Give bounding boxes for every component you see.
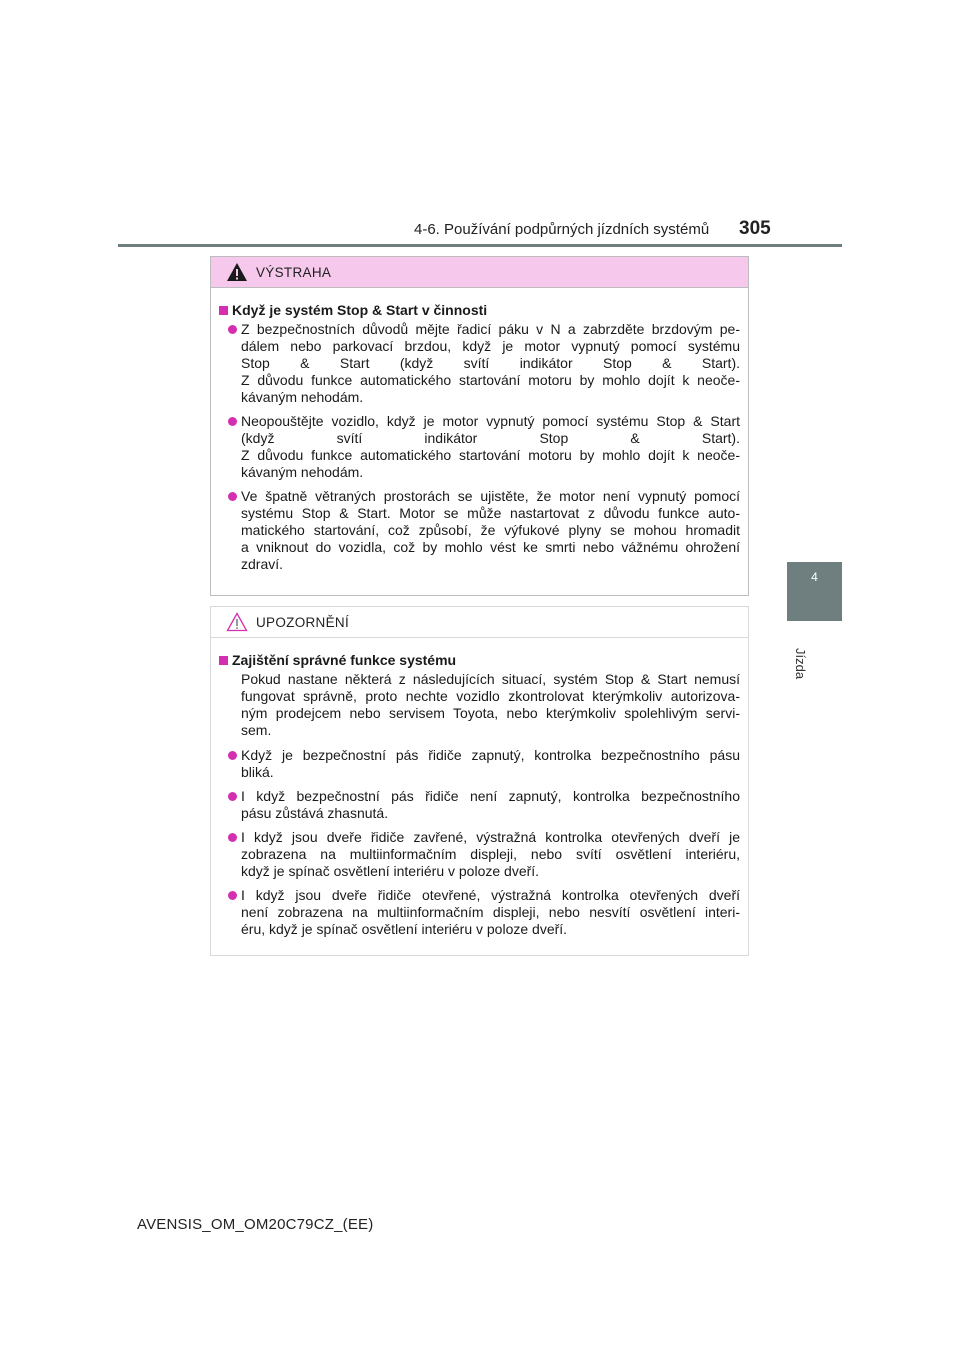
warning-box bbox=[210, 256, 749, 596]
text-line: Stop & Start (když svítí indikátor Stop & Start). bbox=[241, 355, 740, 371]
caution-intro-paragraph bbox=[219, 671, 740, 739]
warning-triangle-icon bbox=[226, 262, 248, 282]
bullet-item bbox=[219, 413, 740, 481]
round-bullet-icon bbox=[228, 891, 237, 900]
round-bullet-icon bbox=[228, 751, 237, 760]
text-line: pásu zůstává zhasnutá. bbox=[241, 805, 389, 821]
text-line: Ve špatně větraných prostorách se ujistěte, že motor není vypnutý pomocí bbox=[241, 488, 740, 504]
square-bullet-icon bbox=[219, 306, 228, 315]
chapter-label: Jízda bbox=[793, 648, 808, 680]
text-line: matického startování, což způsobí, že výfukové plyny se mohou hromadit bbox=[241, 522, 740, 538]
round-bullet-icon bbox=[228, 325, 237, 334]
text-line: fungovat správně, proto nechte vozidlo zkontrolovat kterýmkoliv autorizova- bbox=[241, 688, 740, 704]
text-line: Když je bezpečnostní pás řidiče zapnutý, kontrolka bezpečnostního pásu bbox=[241, 747, 740, 763]
round-bullet-icon bbox=[228, 792, 237, 801]
warning-box-header bbox=[211, 257, 748, 288]
text-line: a vniknout do vozidla, což by mohlo vést ke smrti nebo vážnému ohrožení bbox=[241, 539, 740, 555]
text-line: Z důvodu funkce automatického startování motoru by mohlo dojít k neoče- bbox=[241, 372, 740, 388]
bullet-item bbox=[219, 887, 740, 938]
text-line: Z důvodu funkce automatického startování motoru by mohlo dojít k neoče- bbox=[241, 447, 740, 463]
caution-box-body bbox=[211, 638, 748, 938]
page-number: 305 bbox=[739, 218, 771, 239]
text-line: I když jsou dveře řidiče zavřené, výstražná kontrolka otevřených dveří je bbox=[241, 829, 740, 845]
round-bullet-icon bbox=[228, 833, 237, 842]
warning-box-body bbox=[211, 288, 748, 573]
text-line: když je spínač osvětlení interiéru v poloze dveří. bbox=[241, 863, 540, 879]
caution-triangle-outline-icon bbox=[226, 612, 248, 632]
bullet-item bbox=[219, 788, 740, 822]
bullet-item bbox=[219, 488, 740, 573]
bullet-item bbox=[219, 747, 740, 781]
chapter-tab[interactable] bbox=[787, 562, 842, 621]
footer-manual-code: AVENSIS_OM_OM20C79CZ_(EE) bbox=[137, 1216, 374, 1233]
caution-heading: UPOZORNĚNÍ bbox=[256, 614, 350, 630]
round-bullet-icon bbox=[228, 417, 237, 426]
warning-section-title bbox=[219, 302, 740, 319]
text-line: I když bezpečnostní pás řidiče není zapnutý, kontrolka bezpečnostního bbox=[241, 788, 740, 804]
round-bullet-icon bbox=[228, 492, 237, 501]
text-line: zdraví. bbox=[241, 556, 284, 572]
header-rule bbox=[118, 244, 842, 247]
bullet-item bbox=[219, 829, 740, 880]
text-line: Pokud nastane některá z následujících situací, systém Stop & Start nemusí bbox=[241, 671, 740, 687]
warning-heading: VÝSTRAHA bbox=[256, 264, 332, 280]
text-line: sem. bbox=[241, 722, 272, 738]
caution-section-title bbox=[219, 652, 740, 669]
text-line: Z bezpečnostních důvodů mějte řadicí páku v N a zabrzděte brzdovým pe- bbox=[241, 321, 740, 337]
text-line: dálem nebo parkovací brzdou, když je motor vypnutý pomocí systému bbox=[241, 338, 740, 354]
text-line: kávaným nehodám. bbox=[241, 389, 364, 405]
square-bullet-icon bbox=[219, 656, 228, 665]
chapter-number: 4 bbox=[811, 570, 818, 584]
warning-bullet-list bbox=[219, 321, 740, 573]
caution-box bbox=[210, 606, 749, 956]
caution-section-title-text: Zajištění správné funkce systému bbox=[232, 652, 457, 668]
section-header-title: 4-6. Používání podpůrných jízdních systémů bbox=[414, 221, 710, 238]
text-line: bliká. bbox=[241, 764, 274, 780]
text-line: zobrazena na multiinformačním displeji, nebo svítí osvětlení interiéru, bbox=[241, 846, 740, 862]
text-line: systému Stop & Start. Motor se může nastartovat z důvodu funkce auto- bbox=[241, 505, 740, 521]
text-line: (když svítí indikátor Stop & Start). bbox=[241, 430, 740, 446]
text-line: není zobrazena na multiinformačním displeji, nebo nesvítí osvětlení interi- bbox=[241, 904, 740, 920]
text-line: éru, když je spínač osvětlení interiéru v poloze dveří. bbox=[241, 921, 568, 937]
text-line: I když jsou dveře řidiče otevřené, výstražná kontrolka otevřených dveří bbox=[241, 887, 740, 903]
text-line: ným prodejcem nebo servisem Toyota, nebo kterýmkoliv spolehlivým servi- bbox=[241, 705, 740, 721]
caution-box-header bbox=[211, 607, 748, 638]
warning-section-title-text: Když je systém Stop & Start v činnosti bbox=[232, 302, 488, 318]
text-line: kávaným nehodám. bbox=[241, 464, 364, 480]
bullet-item bbox=[219, 321, 740, 406]
text-line: Neopouštějte vozidlo, když je motor vypnutý pomocí systému Stop & Start bbox=[241, 413, 740, 429]
caution-bullet-list bbox=[219, 747, 740, 938]
